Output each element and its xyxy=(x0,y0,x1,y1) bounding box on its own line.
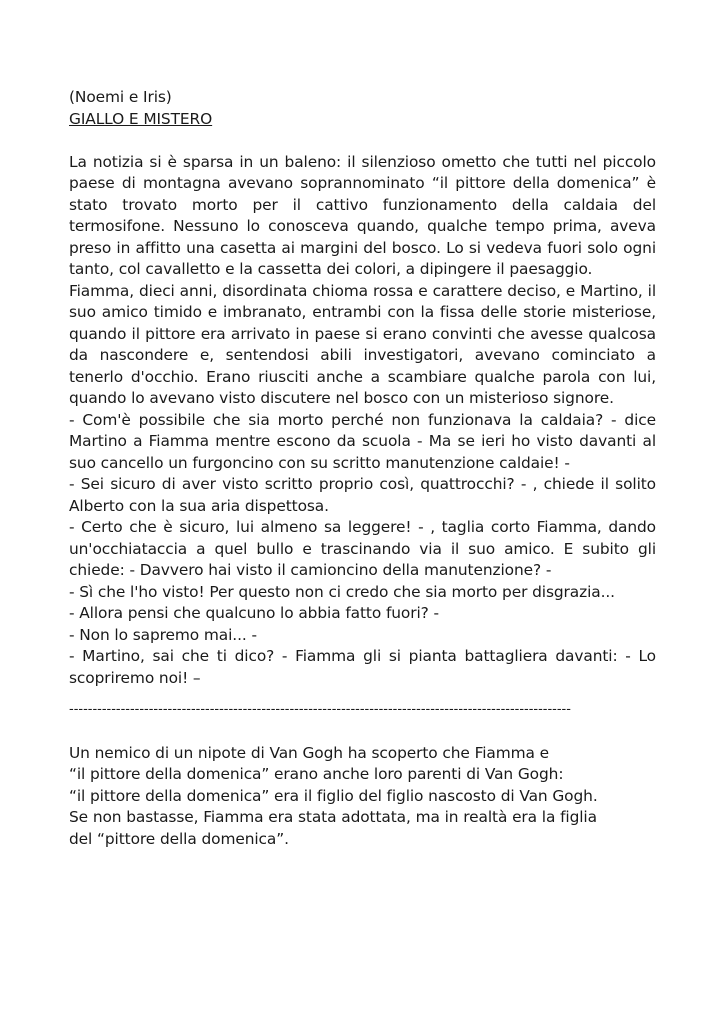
dashed-separator: ----------------------------------------------------------------------------------------------------------- xyxy=(69,702,571,717)
paragraph: - Certo che è sicuro, lui almeno sa leggere! - , taglia corto Fiamma, dando un'occhiataccia a quel bullo e trascinando via il suo amico. E subito gli chiede: - Davvero hai visto il camioncino della manutenzione? - xyxy=(69,518,656,579)
paragraph: - Sì che l'ho visto! Per questo non ci credo che sia morto per disgrazia... xyxy=(69,582,615,601)
note-line: Un nemico di un nipote di Van Gogh ha scoperto che Fiamma e xyxy=(69,743,550,762)
paragraph: - Com'è possibile che sia morto perché non funzionava la caldaia? - dice Martino a Fiamma mentre escono da scuola - Ma se ieri ho visto davanti al suo cancello un furgoncino con su scritto manutenzione caldaie! - xyxy=(69,410,656,472)
note-section xyxy=(69,743,656,851)
note-line: del “pittore della domenica”. xyxy=(69,829,289,848)
note-line: “il pittore della domenica” era il figlio del figlio nascosto di Van Gogh. xyxy=(69,786,598,805)
paragraph: La notizia si è sparsa in un baleno: il silenzioso ometto che tutti nel piccolo paese di montagna avevano soprannominato “il pittore della domenica” è stato trovato morto per il cattivo funzionamento della caldaia del termosifone. Nessuno lo conosceva quando, qualche tempo prima, aveva preso in affitto una casetta ai margini del bosco. Lo si vedeva fuori solo ogni tanto, col cavalletto e la cassetta dei colori, a dipingere il paesaggio. xyxy=(69,152,656,278)
paragraph: - Allora pensi che qualcuno lo abbia fatto fuori? - xyxy=(69,604,439,622)
paragraph: - Martino, sai che ti dico? - Fiamma gli si pianta battagliera davanti: - Lo scopriremo noi! – xyxy=(69,647,656,687)
note-line: Se non bastasse, Fiamma era stata adottata, ma in realtà era la figlia xyxy=(69,808,597,826)
paragraph: - Non lo sapremo mai... - xyxy=(69,625,257,644)
paragraph: - Sei sicuro di aver visto scritto proprio così, quattrocchi? - , chiede il solito Alberto con la sua aria dispettosa. xyxy=(69,475,656,515)
story-title: GIALLO E MISTERO xyxy=(69,109,213,128)
note-line: “il pittore della domenica” erano anche loro parenti di Van Gogh: xyxy=(69,765,564,783)
story-body xyxy=(69,152,656,690)
paragraph: Fiamma, dieci anni, disordinata chioma rossa e carattere deciso, e Martino, il suo amico timido e imbranato, entrambi con la fissa delle storie misteriose, quando il pittore era arrivato in paese si erano convinti che avesse qualcosa da nascondere e, sentendosi abili investigatori, avevano cominciato a tenerlo d'occhio. Erano riusciti anche a scambiare qualche parola con lui, quando lo avevano visto discutere nel bosco con un misterioso signore. xyxy=(69,281,656,407)
blank-line xyxy=(69,130,656,152)
authors-line: (Noemi e Iris) xyxy=(69,88,172,106)
document-page xyxy=(69,87,656,850)
